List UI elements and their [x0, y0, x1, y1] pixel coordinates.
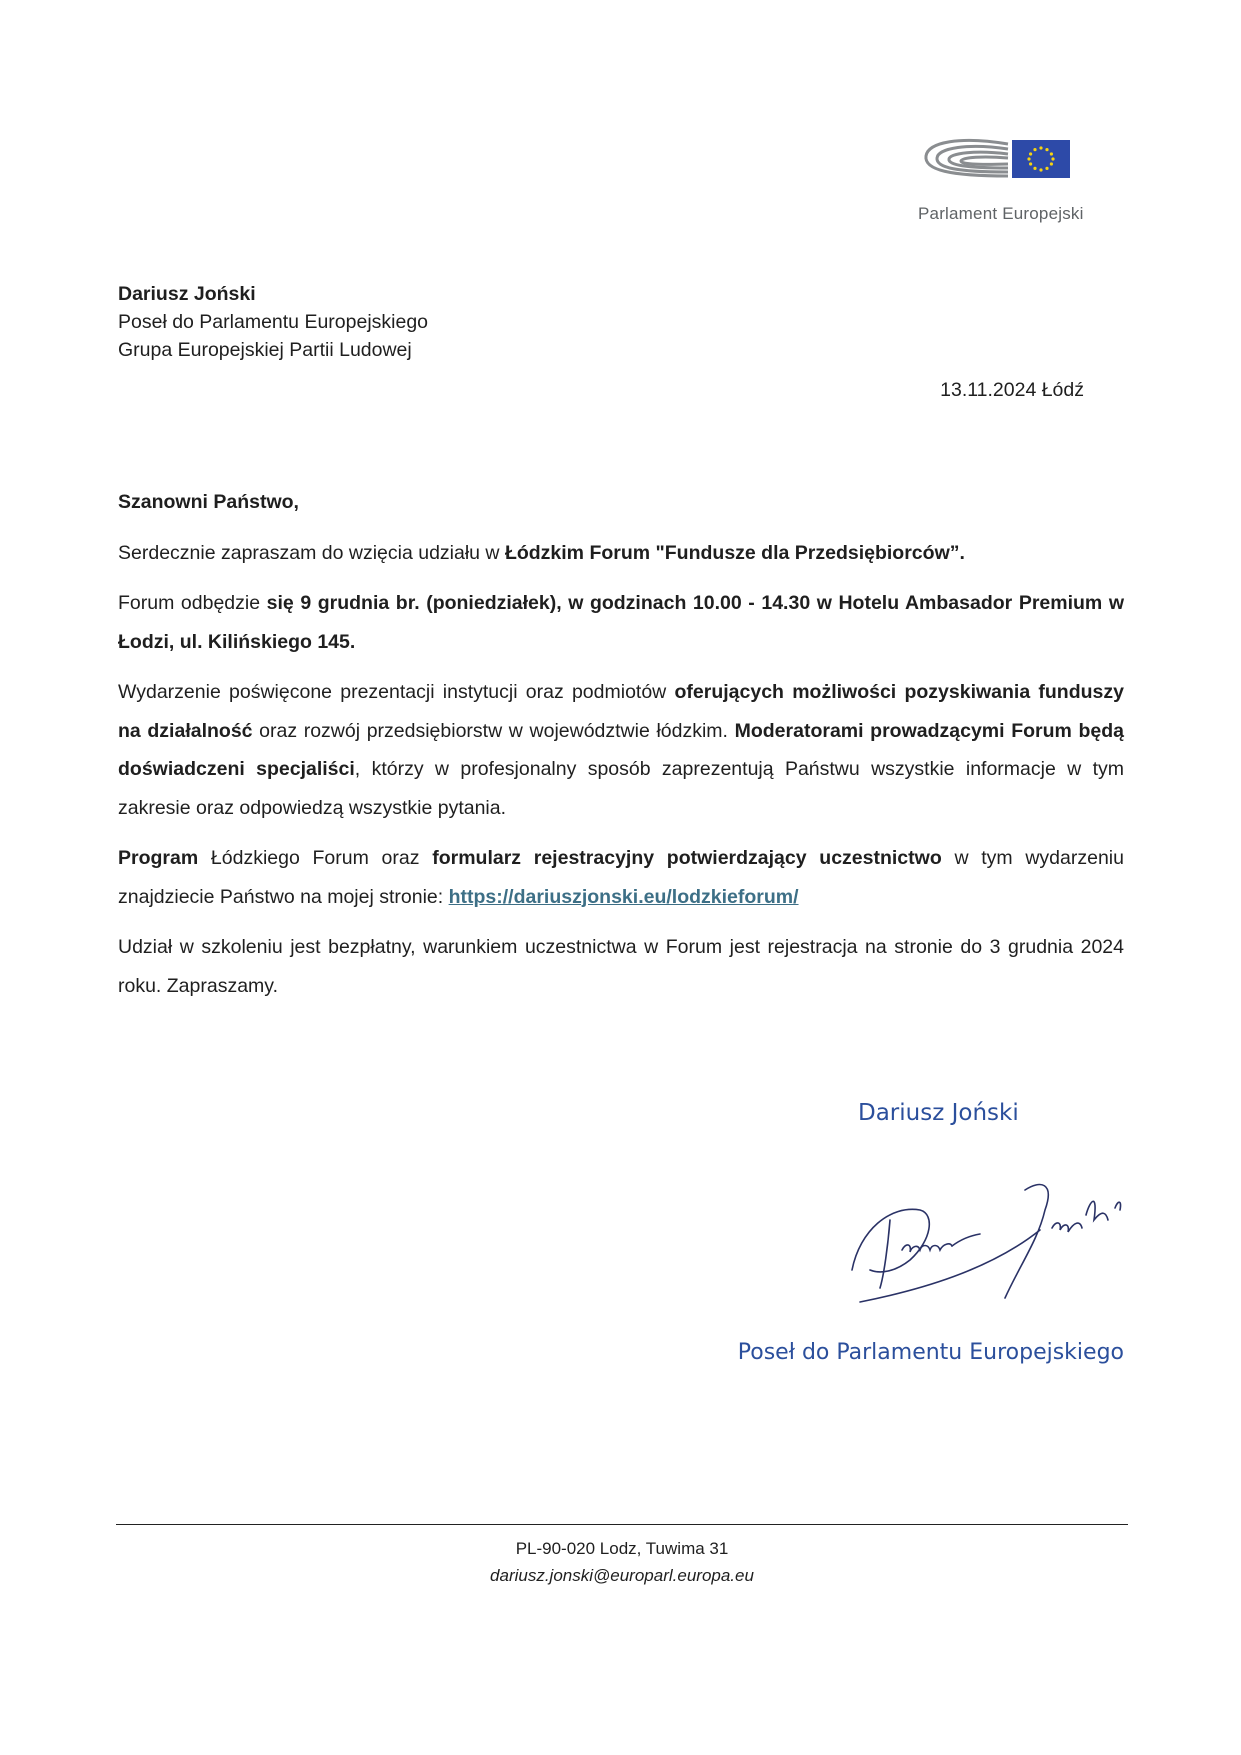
paragraph-date-venue: Forum odbędzie się 9 grudnia br. (poniedziałek), w godzinach 10.00 - 14.30 w Hotelu Ambasador Premium w Łodzi, ul. Kilińskiego 145.: [118, 592, 1125, 653]
footer: [116, 1535, 1128, 1589]
sender-group: Grupa Europejskiej Partii Ludowej: [118, 339, 412, 361]
hemicycle-icon: [926, 140, 1008, 176]
footer-address: PL-90-020 Lodz, Tuwima 31: [515, 1539, 729, 1558]
paragraph-registration: Udział w szkoleniu jest bezpłatny, warunkiem uczestnictwa w Forum jest rejestracja na stronie do 3 grudnia 2024 roku. Zapraszamy.: [118, 936, 1124, 997]
sender-block: [118, 280, 428, 364]
greeting: Szanowni Państwo,: [118, 491, 299, 513]
date-place: 13.11.2024 Łódź: [940, 379, 1084, 401]
paragraph-invitation: Serdecznie zapraszam do wzięcia udziału w Łódzkim Forum "Fundusze dla Przedsiębiorców”.: [118, 541, 965, 564]
signature-name: Dariusz Joński: [858, 1100, 1019, 1126]
letter-body: [118, 483, 1124, 1017]
handwritten-signature: [840, 1170, 1140, 1320]
eu-flag-icon: [1012, 140, 1070, 178]
sender-name: Dariusz Joński: [118, 283, 256, 305]
signature-title: Poseł do Parlamentu Europejskiego: [737, 1340, 1124, 1365]
paragraph-description: Wydarzenie poświęcone prezentacji instytucji oraz podmiotów oferujących możliwości pozyskiwania funduszy na działalność oraz rozwój przedsiębiorstw w województwie łódzkim. Moderatorami prowadzącymi Forum będą doświadczeni specjaliści, którzy w profesjonalny sposób zaprezentują Państwu wszystkie informacje w tym zakresie oraz odpowiedzą wszystkie pytania.: [118, 681, 1125, 819]
paragraph-program: Program Łódzkiego Forum oraz formularz rejestracyjny potwierdzający uczestnictwo w tym wydarzeniu znajdziecie Państwo na mojej stronie: https://dariuszjonski.eu/lodzkieforum/: [118, 847, 1124, 908]
footer-divider: [116, 1524, 1128, 1525]
logo-caption: Parlament Europejski: [918, 204, 1084, 223]
sender-title: Poseł do Parlamentu Europejskiego: [118, 311, 429, 333]
footer-email[interactable]: dariusz.jonski@europarl.europa.eu: [490, 1566, 754, 1585]
forum-link[interactable]: https://dariuszjonski.eu/lodzkieforum/: [448, 885, 799, 908]
